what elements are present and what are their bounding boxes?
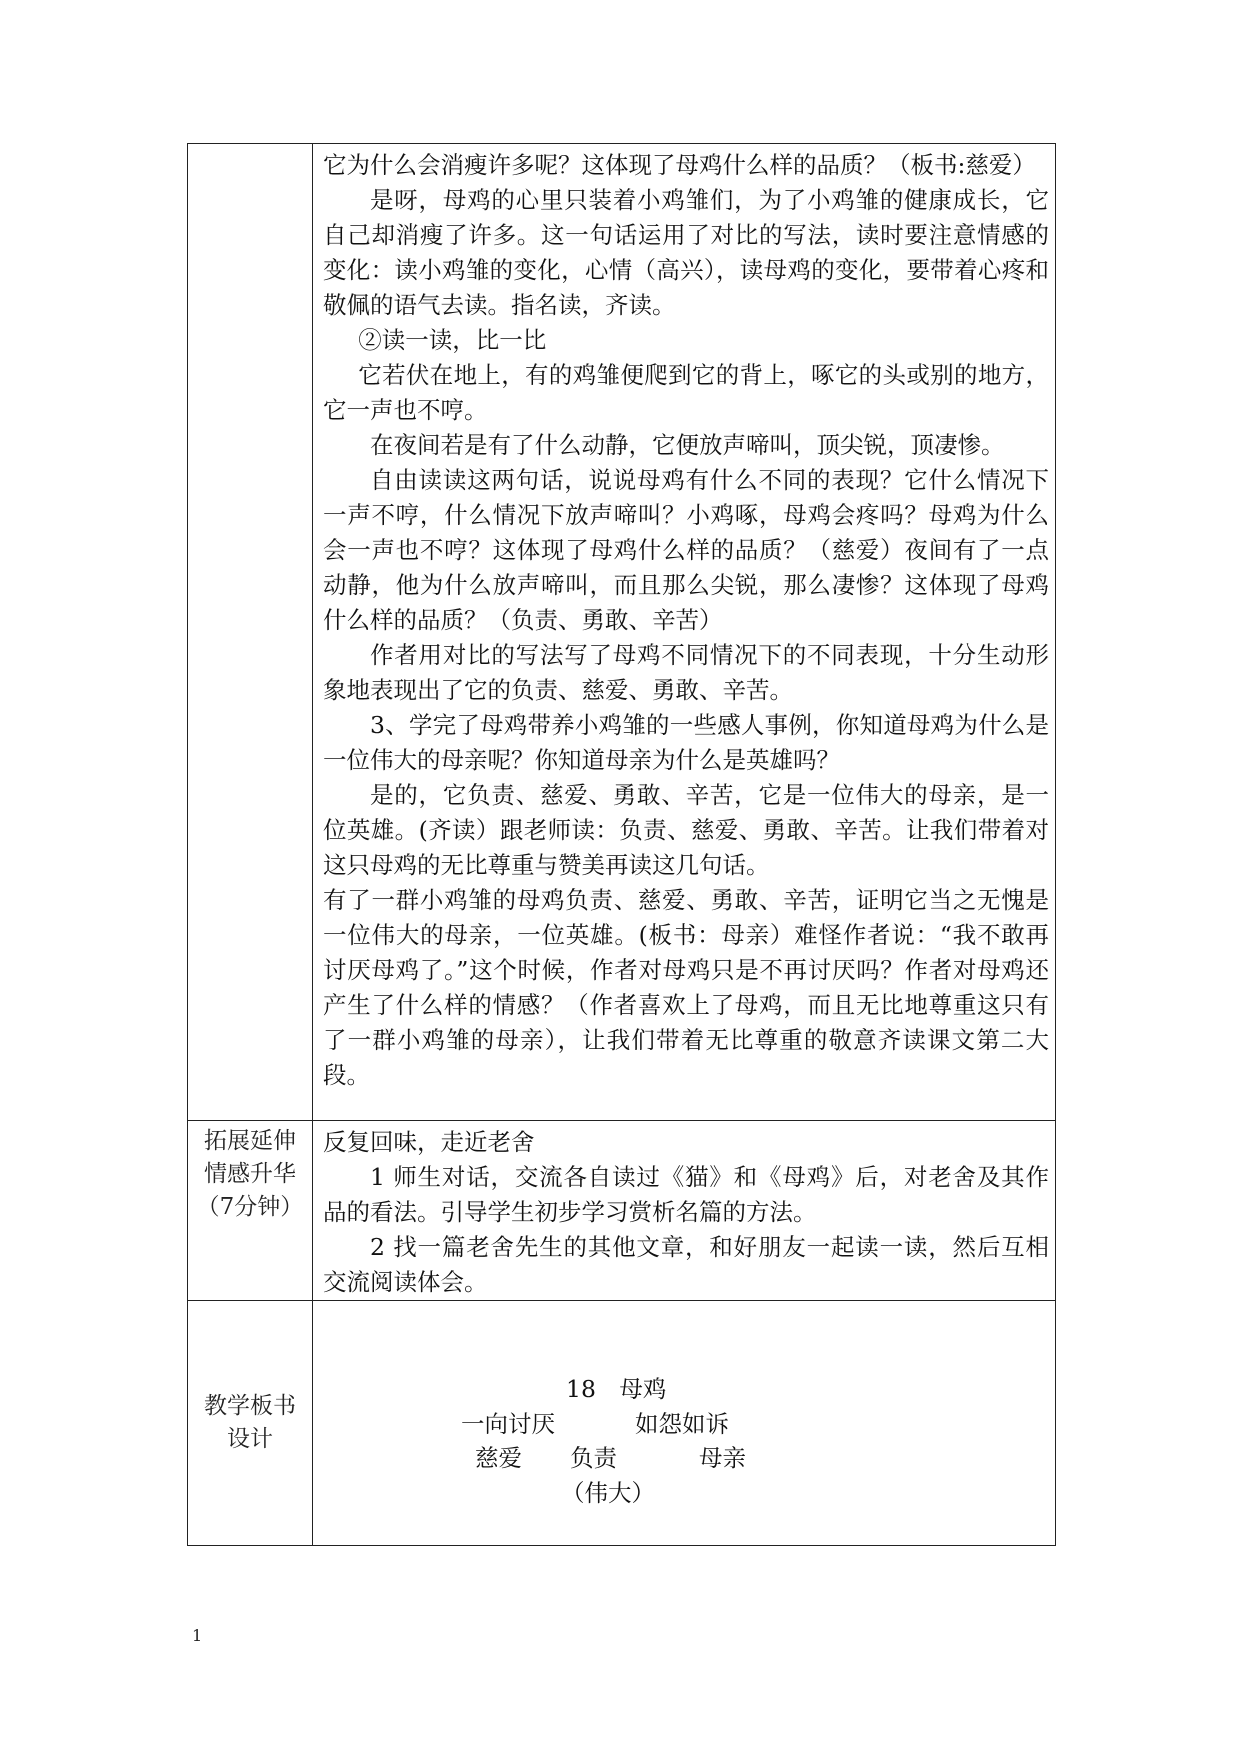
paragraph: 它若伏在地上，有的鸡雏便爬到它的背上，啄它的头或别的地方，它一声也不哼。	[323, 361, 1049, 424]
content-cell	[313, 144, 1056, 1121]
paragraph: ②读一读，比一比	[358, 326, 547, 354]
row-label-line: 情感升华	[204, 1161, 296, 1187]
teaching-process-text	[313, 144, 1055, 1093]
content-cell	[313, 1121, 1056, 1301]
board-text: 慈爱	[475, 1444, 522, 1472]
board-text: 如怨如诉	[635, 1410, 729, 1438]
paragraph: 有了一群小鸡雏的母鸡负责、慈爱、勇敢、辛苦，证明它当之无愧是一位伟大的母亲，一位英雄。(板书：母亲）难怪作者说：“我不敢再讨厌母鸡了。”这个时候，作者对母鸡只是不再讨厌吗？作者对母鸡还产生了什么样的情感？（作者喜欢上了母鸡，而且无比地尊重这只有了一群小鸡雏的母亲），让我们带着无比尊重的敬意齐读课文第二大段。	[323, 886, 1049, 1089]
paragraph: 它为什么会消瘦许多呢？这体现了母鸡什么样的品质？（板书:慈爱）	[323, 151, 1036, 179]
board-text: 母亲	[699, 1444, 746, 1472]
blackboard-design	[313, 1301, 1055, 1545]
table-row	[188, 1121, 1056, 1301]
paragraph: 是的，它负责、慈爱、勇敢、辛苦，它是一位伟大的母亲，是一位英雄。(齐读）跟老师读：负责、慈爱、勇敢、辛苦。让我们带着对这只母鸡的无比尊重与赞美再读这几句话。	[323, 781, 1049, 879]
lesson-plan-table	[187, 143, 1056, 1546]
paragraph: 反复回味，走近老舍	[323, 1128, 535, 1156]
row-label-line: 拓展延伸	[204, 1128, 296, 1154]
paragraph: 2 找一篇老舍先生的其他文章，和好朋友一起读一读，然后互相交流阅读体会。	[323, 1233, 1049, 1296]
table-row	[188, 1301, 1056, 1546]
paragraph: 自由读读这两句话，说说母鸡有什么不同的表现？它什么情况下一声不哼，什么情况下放声啼叫？小鸡啄，母鸡会疼吗？母鸡为什么会一声也不哼？这体现了母鸡什么样的品质？（慈爱）夜间有了一点动静，他为什么放声啼叫，而且那么尖锐，那么凄惨？这体现了母鸡什么样的品质？（负责、勇敢、辛苦）	[323, 466, 1049, 634]
table-row	[188, 144, 1056, 1121]
paragraph: 1 师生对话，交流各自读过《猫》和《母鸡》后，对老舍及其作品的看法。引导学生初步学习赏析名篇的方法。	[323, 1163, 1049, 1226]
paragraph: 作者用对比的写法写了母鸡不同情况下的不同表现，十分生动形象地表现出了它的负责、慈爱、勇敢、辛苦。	[323, 641, 1049, 704]
row-label-line: （7分钟）	[196, 1194, 304, 1220]
board-text: （伟大）	[561, 1479, 655, 1507]
row-label-extension	[188, 1121, 313, 1301]
row-label-line: 设计	[227, 1426, 273, 1452]
board-title: 18 母鸡	[566, 1375, 667, 1403]
paragraph: 3、学完了母鸡带养小鸡雏的一些感人事例，你知道母鸡为什么是一位伟大的母亲呢？你知道母亲为什么是英雄吗？	[323, 711, 1049, 774]
content-cell	[313, 1301, 1056, 1546]
board-text: 一向讨厌	[461, 1410, 555, 1438]
row-label-line: 教学板书	[204, 1393, 296, 1419]
paragraph: 是呀，母鸡的心里只装着小鸡雏们，为了小鸡雏的健康成长，它自己却消瘦了许多。这一句话运用了对比的写法，读时要注意情感的变化：读小鸡雏的变化，心情（高兴），读母鸡的变化，要带着心疼和敬佩的语气去读。指名读，齐读。	[323, 186, 1049, 319]
page-number: 1	[192, 1626, 203, 1645]
extension-text	[313, 1121, 1055, 1300]
paragraph: 在夜间若是有了什么动静，它便放声啼叫，顶尖锐，顶凄惨。	[370, 431, 1005, 459]
row-label-board-design	[188, 1301, 313, 1546]
board-text: 负责	[570, 1444, 617, 1472]
row-label-empty	[188, 144, 313, 1121]
